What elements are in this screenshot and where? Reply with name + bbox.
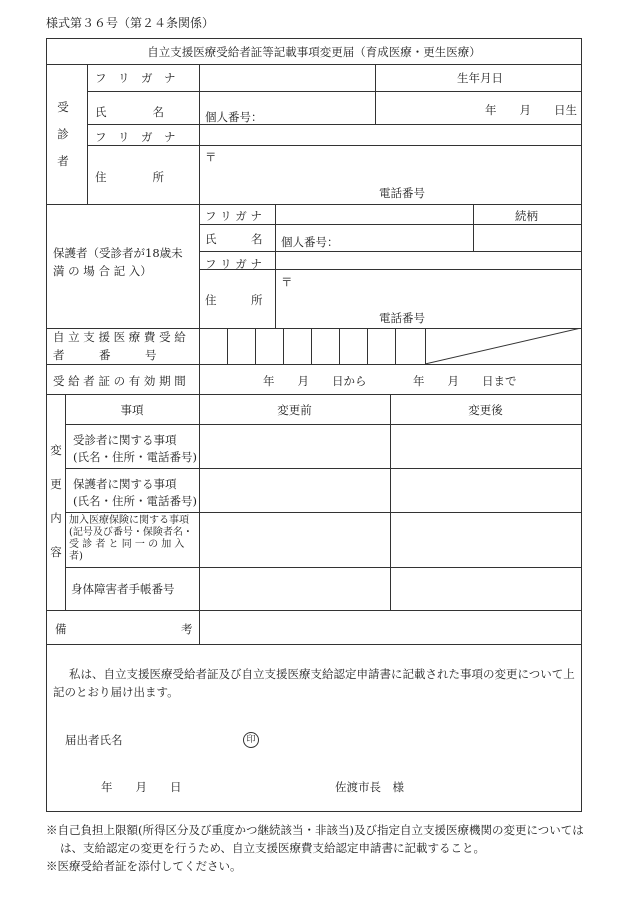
change-section-2: 更 (50, 477, 62, 491)
recipient-number-label-2: 者 番 号 (53, 348, 157, 362)
change-col-item: 事項 (120, 403, 144, 417)
patient-phone-label: 電話番号 (379, 186, 425, 200)
remarks-label-2: 考 (181, 622, 193, 636)
patient-birthdate-value: 年 月 日生 (485, 103, 577, 117)
change-row-insurance-line1: 加入医療保険に関する事項 (69, 515, 189, 526)
addressee: 佐渡市長 様 (335, 780, 404, 794)
patient-birthdate-label: 生年月日 (457, 71, 503, 85)
patient-furigana2-label: フ リ ガ ナ (95, 130, 176, 144)
guardian-section-line1: 保護者（受診者が18歳未 (53, 246, 183, 260)
guardian-address-label: 住 所 (205, 293, 263, 307)
validity-to: 年 月 日まで (413, 374, 517, 388)
note-line2: は、支給認定の変更を行うため、自立支援医療費支給認定申請書に記載すること。 (60, 841, 486, 855)
guardian-name-label: 氏 名 (205, 232, 263, 246)
recipient-number-label-1: 自 立 支 援 医 療 費 受 給 (53, 330, 186, 344)
validity-label: 受 給 者 証 の 有 効 期 間 (53, 374, 186, 388)
form-number: 様式第３６号（第２４条関係） (46, 16, 215, 30)
note-line1: ※自己負担上限額(所得区分及び重度かつ継続該当・非該当)及び指定自立支援医療機関の変更については (46, 823, 584, 837)
guardian-postal-mark: 〒 (281, 275, 293, 289)
patient-furigana-label: フ リ ガ ナ (95, 71, 176, 85)
patient-address-label: 住 所 (95, 170, 164, 184)
change-row-patient-line2: (氏名・住所・電話番号) (73, 450, 197, 464)
remarks-label-1: 備 (55, 622, 67, 636)
guardian-furigana2-label: フ リ ガ ナ (205, 257, 262, 271)
patient-section-3: 者 (57, 154, 69, 168)
patient-section-1: 受 (57, 100, 69, 114)
recipient-number-diagonal (425, 328, 581, 364)
applicant-name-label: 届出者氏名 (65, 733, 123, 747)
change-col-after: 変更後 (468, 403, 503, 417)
patient-postal-mark: 〒 (205, 150, 217, 164)
guardian-section-line2: 満 の 場 合 記 入） (53, 264, 152, 278)
change-row-patient-line1: 受診者に関する事項 (73, 433, 177, 447)
change-row-disability-card: 身体障害者手帳番号 (71, 582, 175, 596)
submission-date: 年 月 日 (101, 780, 182, 794)
declaration-line2: 記のとおり届け出ます。 (53, 685, 179, 699)
seal-mark: 印 (243, 732, 259, 748)
change-row-insurance-line2: (記号及び番号・保険者名・ (69, 527, 193, 538)
change-col-before: 変更前 (277, 403, 312, 417)
patient-section-2: 診 (57, 127, 69, 141)
change-row-insurance-line3: 受 診 者 と 同 一 の 加 入 (69, 539, 185, 550)
guardian-individual-number-label: 個人番号： (281, 235, 339, 249)
guardian-relation-label: 続柄 (515, 209, 538, 223)
note-line3: ※医療受給者証を添付してください。 (46, 859, 242, 873)
validity-from: 年 月 日から (263, 374, 367, 388)
form-table (46, 38, 582, 812)
form-title: 自立支援医療受給者証等記載事項変更届（育成医療・更生医療） (147, 45, 481, 59)
patient-name-label: 氏 名 (95, 105, 164, 119)
guardian-phone-label: 電話番号 (379, 311, 425, 325)
change-section-1: 変 (50, 443, 62, 457)
change-section-4: 容 (50, 545, 62, 559)
patient-individual-number-label: 個人番号： (205, 110, 263, 124)
declaration-line1: 私は、自立支援医療受給者証及び自立支援医療支給認定申請書に記載された事項の変更について上 (69, 667, 575, 681)
change-section-3: 内 (50, 511, 62, 525)
change-row-guardian-line1: 保護者に関する事項 (73, 477, 177, 491)
change-row-insurance-line4: 者) (69, 551, 83, 562)
change-row-guardian-line2: (氏名・住所・電話番号) (73, 494, 197, 508)
guardian-furigana-label: フ リ ガ ナ (205, 209, 262, 223)
